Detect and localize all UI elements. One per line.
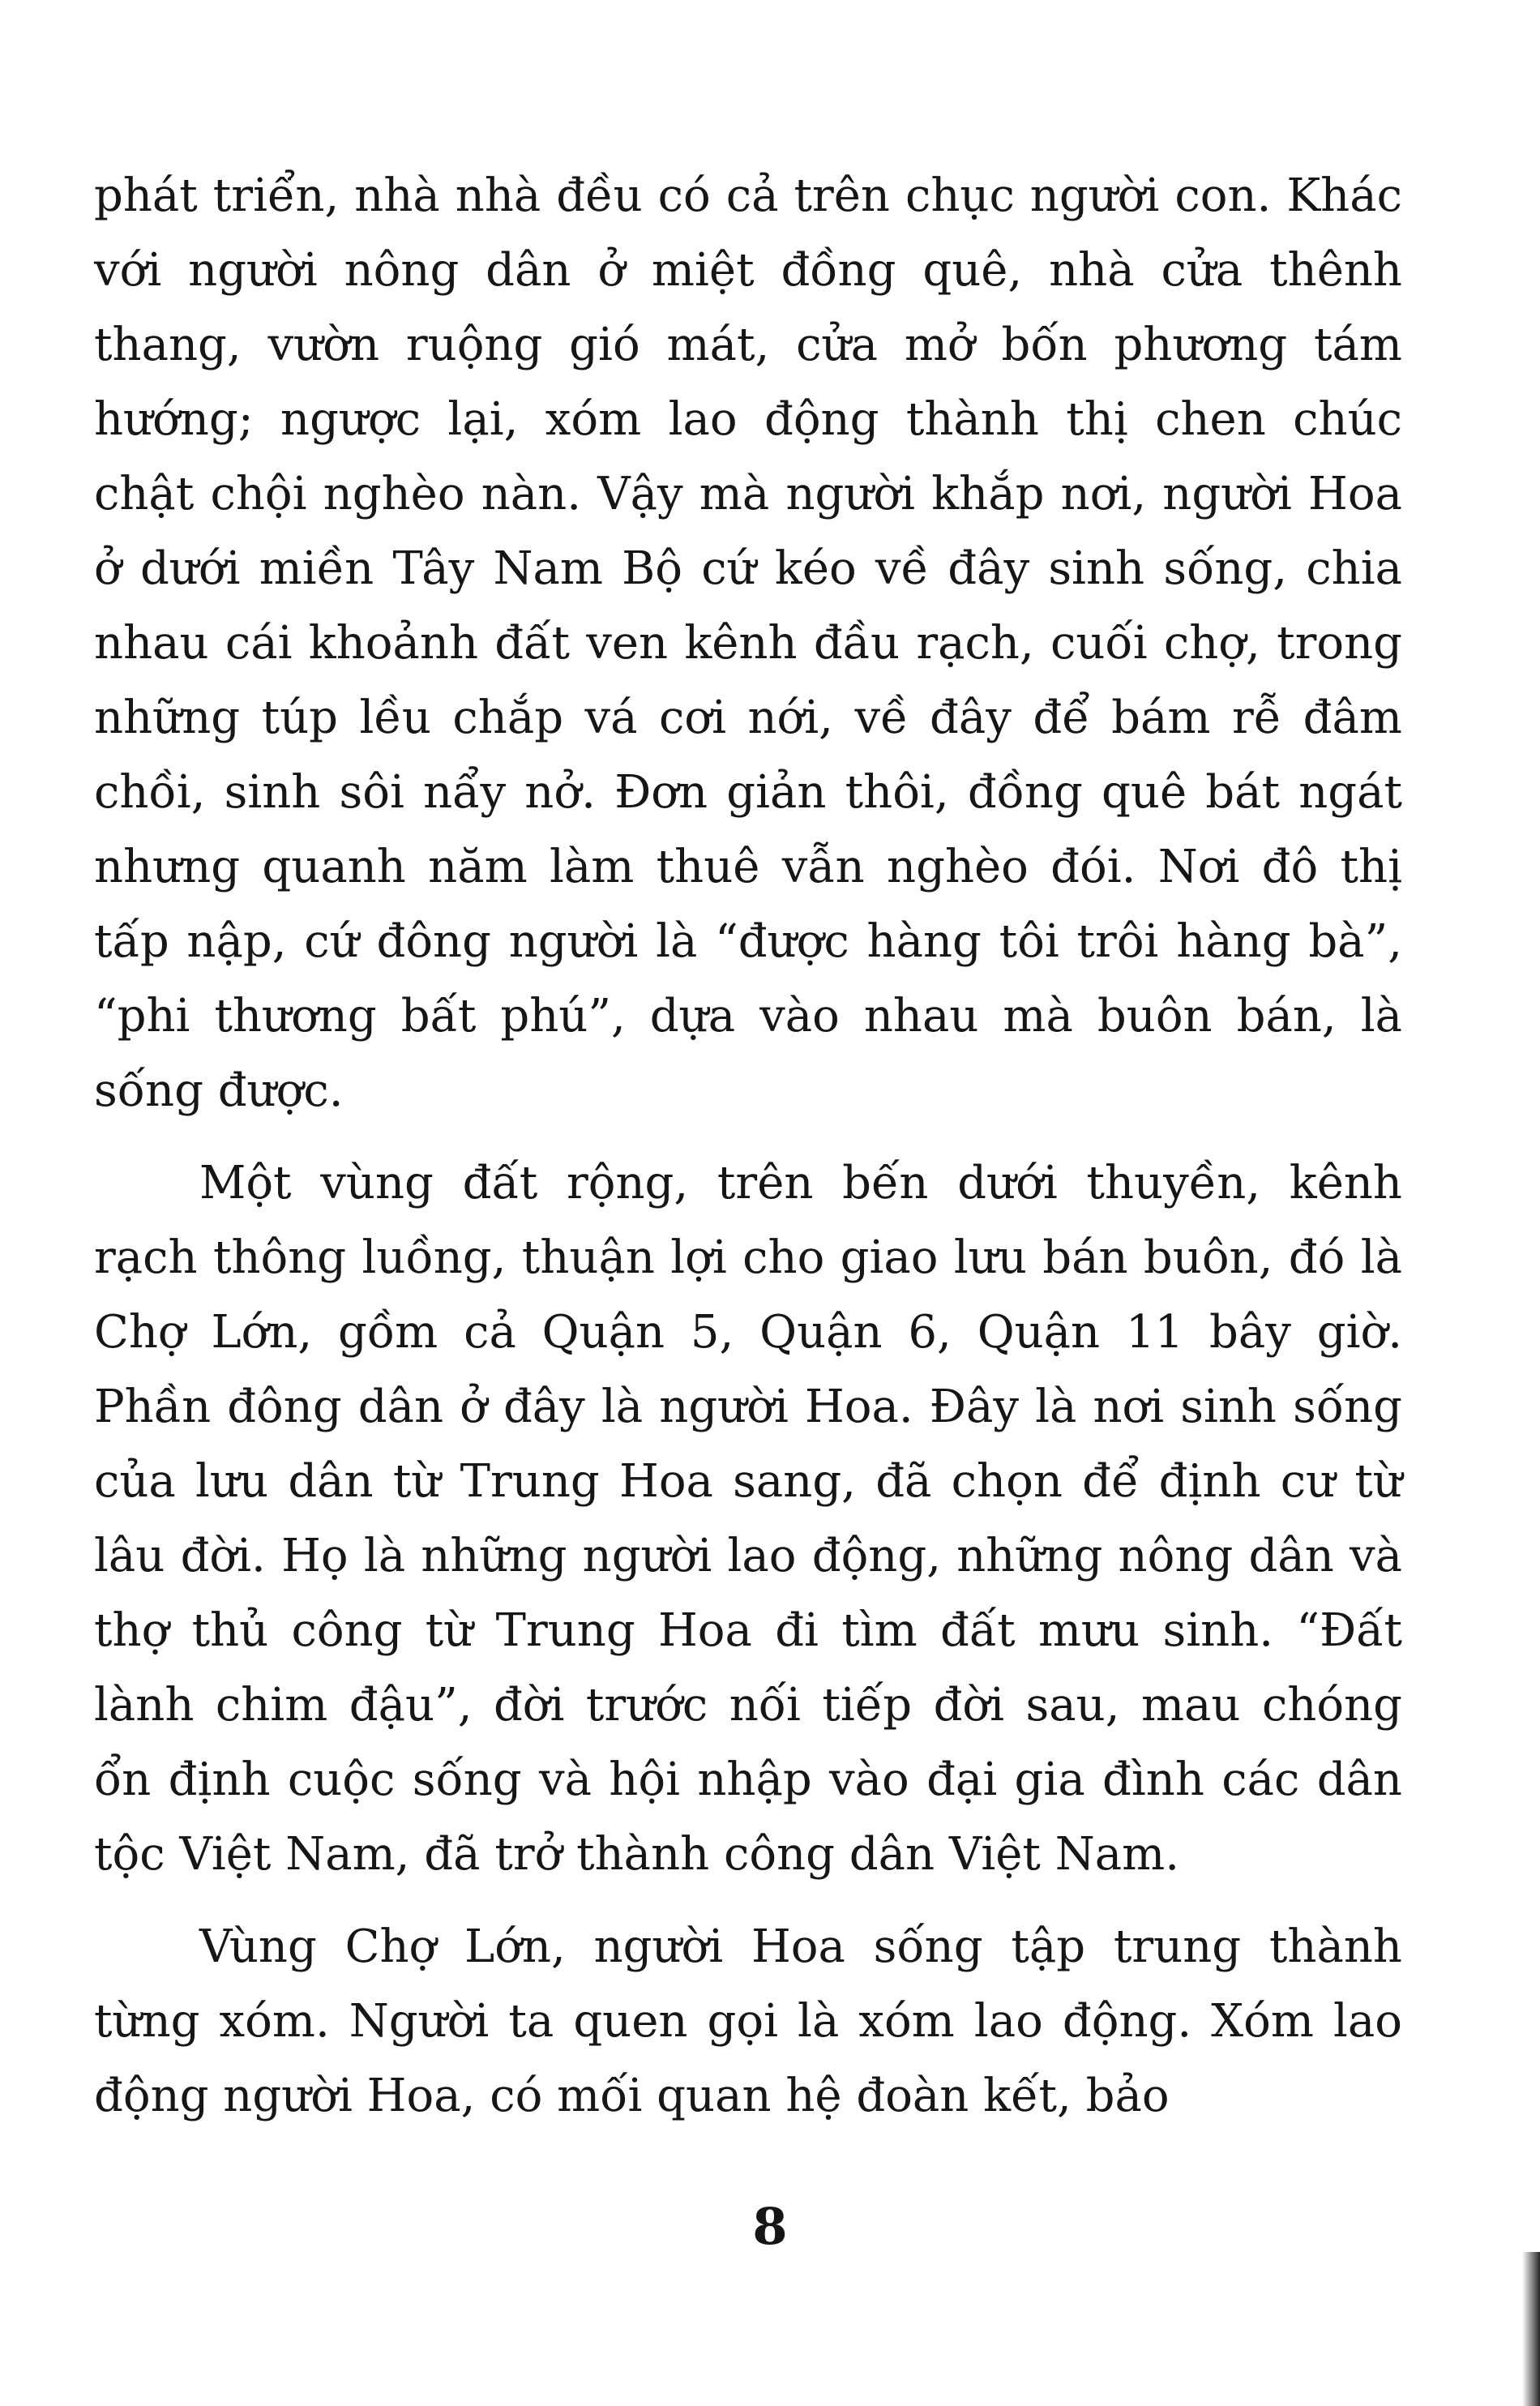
- body-text: [94, 159, 1402, 2134]
- paragraph-continued: phát triển, nhà nhà đều có cả trên chục người con. Khác với người nông dân ở miệt đồng quê, nhà cửa thênh thang, vườn ruộng gió mát, cửa mở bốn phương tám hướng; ngược lại, xóm lao động thành thị chen chúc chật chội nghèo nàn. Vậy mà người khắp nơi, người Hoa ở dưới miền Tây Nam Bộ cứ kéo về đây sinh sống, chia nhau cái khoảnh đất ven kênh đầu rạch, cuối chợ, trong những túp lều chắp vá cơi nới, về đây để bám rễ đâm chồi, sinh sôi nẩy nở. Đơn giản thôi, đồng quê bát ngát nhưng quanh năm làm thuê vẫn nghèo đói. Nơi đô thị tấp nập, cứ đông người là “được hàng tôi trôi hàng bà”, “phi thương bất phú”, dựa vào nhau mà buôn bán, là sống được.: [94, 169, 1402, 1117]
- page-edge-shadow: [1522, 2252, 1540, 2406]
- page-number: 8: [752, 2197, 788, 2256]
- paragraph-xom-lao-dong: Vùng Chợ Lớn, người Hoa sống tập trung thành từng xóm. Người ta quen gọi là xóm lao động. Xóm lao động người Hoa, có mối quan hệ đoàn kết, bảo: [94, 1920, 1402, 2122]
- paragraph-cho-lon: Một vùng đất rộng, trên bến dưới thuyền, kênh rạch thông luồng, thuận lợi cho giao lưu bán buôn, đó là Chợ Lớn, gồm cả Quận 5, Quận 6, Quận 11 bây giờ. Phần đông dân ở đây là người Hoa. Đây là nơi sinh sống của lưu dân từ Trung Hoa sang, đã chọn để định cư từ lâu đời. Họ là những người lao động, những nông dân và thợ thủ công từ Trung Hoa đi tìm đất mưu sinh. “Đất lành chim đậu”, đời trước nối tiếp đời sau, mau chóng ổn định cuộc sống và hội nhập vào đại gia đình các dân tộc Việt Nam, đã trở thành công dân Việt Nam.: [94, 1157, 1402, 1881]
